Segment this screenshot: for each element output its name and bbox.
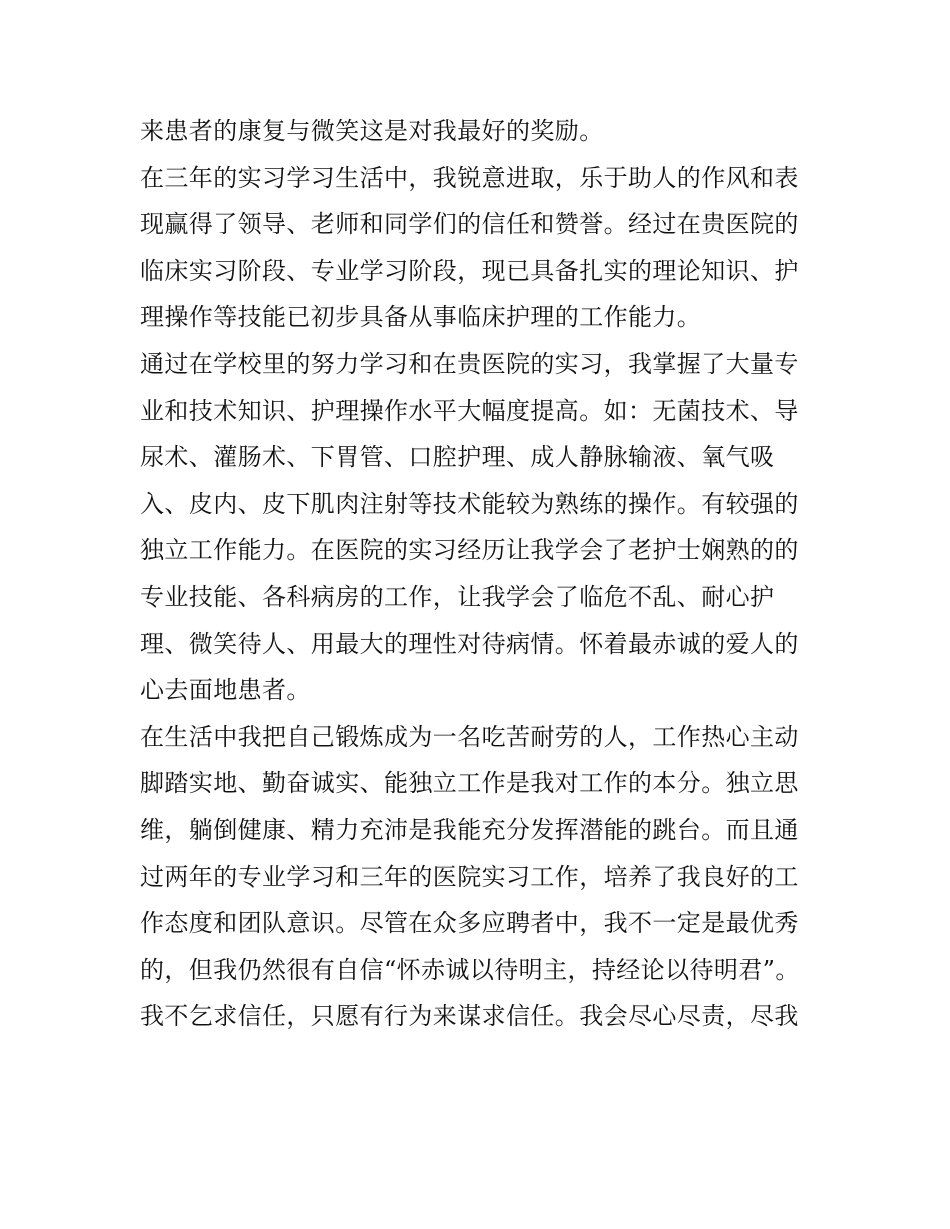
text-line: 临床实习阶段、专业学习阶段，现已具备扎实的理论知识、护 [140, 256, 799, 285]
text-line: 维，躺倒健康、精力充沛是我能充分发挥潜能的跳台。而且通 [140, 815, 799, 844]
text-line: 的，但我仍然很有自信“怀赤诚以待明主，持经论以待明君”。 [140, 955, 800, 984]
text-line: 来患者的康复与微笑这是对我最好的奖励。 [140, 117, 604, 145]
body-text [140, 108, 816, 1040]
text-line: 业和技术知识、护理操作水平大幅度提高。如：无菌技术、导 [140, 396, 799, 425]
text-line: 独立工作能力。在医院的实习经历让我学会了老护士娴熟的的 [140, 536, 799, 565]
text-line: 在三年的实习学习生活中，我锐意进取，乐于助人的作风和表 [140, 163, 799, 192]
text-line: 作态度和团队意识。尽管在众多应聘者中，我不一定是最优秀 [140, 909, 799, 938]
text-line: 入、皮内、皮下肌肉注射等技术能较为熟练的操作。有较强的 [140, 489, 799, 518]
text-line: 我不乞求信任，只愿有行为来谋求信任。我会尽心尽责，尽我 [140, 1002, 799, 1031]
text-line: 专业技能、各科病房的工作，让我学会了临危不乱、耐心护 [140, 582, 775, 611]
text-line: 尿术、灌肠术、下胃管、口腔护理、成人静脉输液、氧气吸 [140, 443, 775, 472]
text-line: 现赢得了领导、老师和同学们的信任和赞誉。经过在贵医院的 [140, 210, 799, 239]
text-line: 通过在学校里的努力学习和在贵医院的实习，我掌握了大量专 [140, 349, 799, 378]
text-line: 理操作等技能已初步具备从事临床护理的工作能力。 [140, 303, 702, 332]
text-line: 心去面地患者。 [140, 676, 311, 705]
text-line: 在生活中我把自己锻炼成为一名吃苦耐劳的人，工作热心主动 [140, 722, 799, 751]
text-line: 脚踏实地、勤奋诚实、能独立工作是我对工作的本分。独立思 [140, 769, 799, 798]
text-line: 理、微笑待人、用最大的理性对待病情。怀着最赤诚的爱人的 [140, 629, 799, 658]
text-line: 过两年的专业学习和三年的医院实习工作，培养了我良好的工 [140, 862, 799, 891]
